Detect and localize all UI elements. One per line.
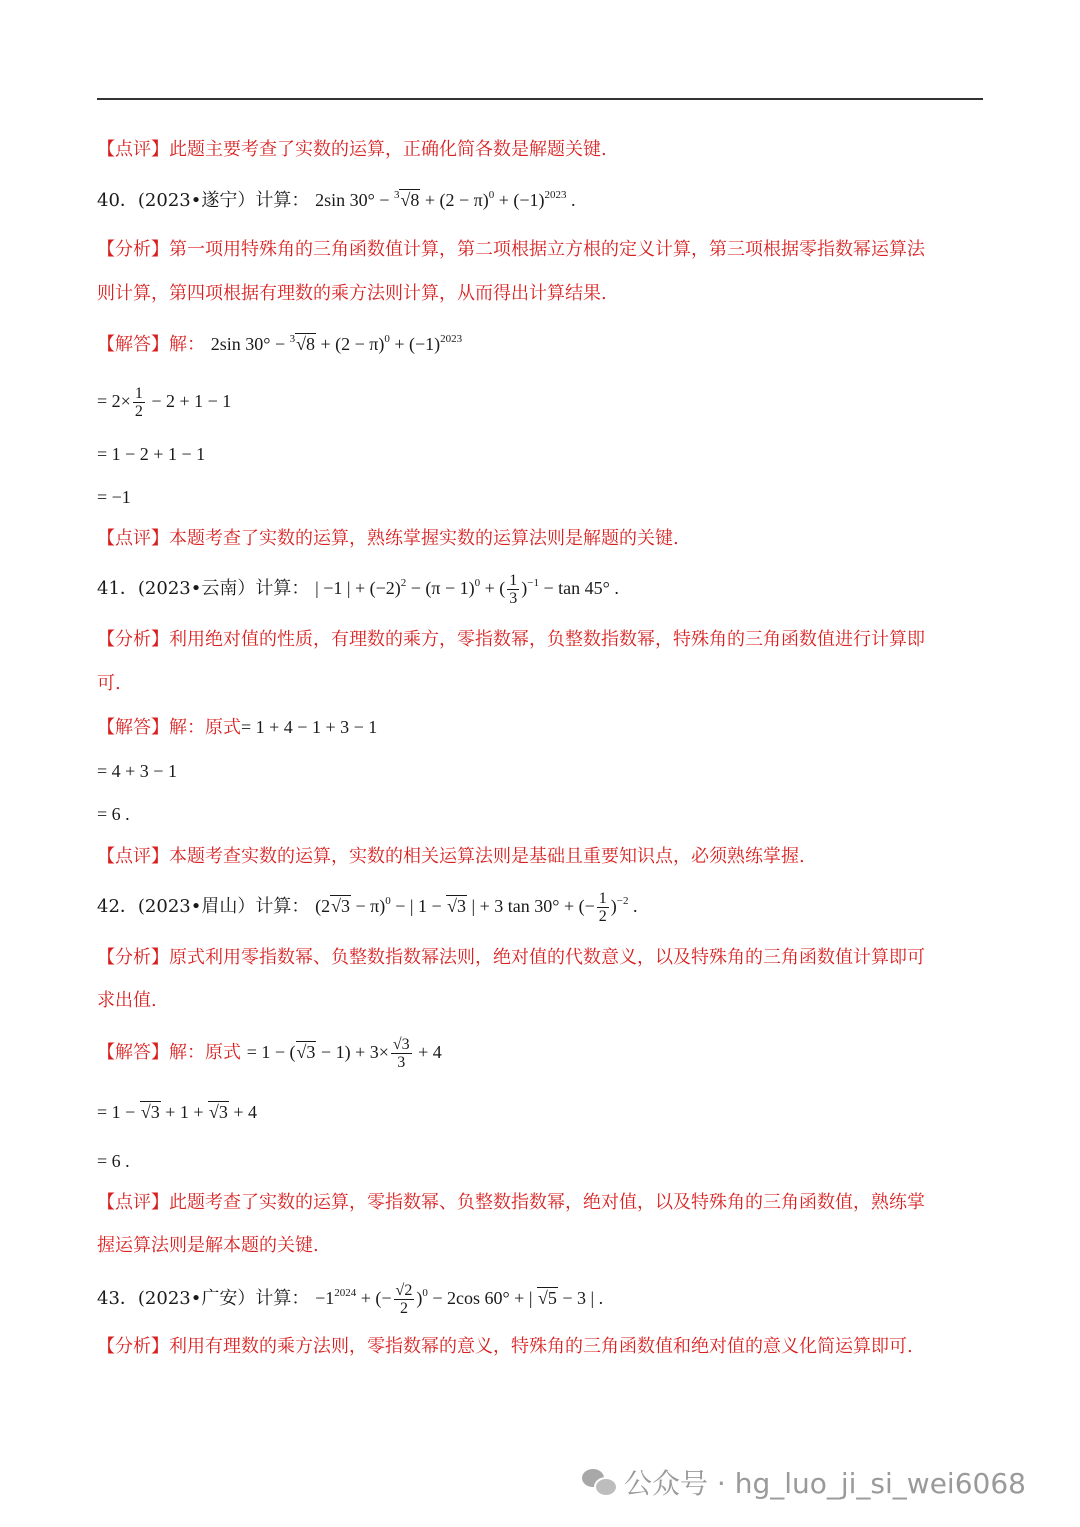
answer-40: 【解答】解： 2sin $30^\circ - ^3√8 + (2 - \pi)^0 + (-1)^{2023}$ [97,333,463,355]
review-41: 【点评】本题考查实数的运算，实数的相关运算法则是基础且重要知识点，必须熟练掌握. [97,846,805,867]
answer-40-step-3: = −1 [97,487,131,507]
answer-42-step-1: = 1 − √3 + 1 + √3 + 4 [97,1102,258,1122]
question-43-expression: $-1^{2024}$ + (− $\frac{√2}{2}$ )$^0$ − 2cos 60° + | √5 − 3 | . [315,1282,604,1318]
question-41: 41．(2023•云南）计算： | −1 | + $(-2)^2 - (\pi - 1)^0$ + ( $\frac{1}{3}$ )$^{-1}$ − tan 45° . [97,572,619,608]
answer-40-step-2: = 1 − 2 + 1 − 1 [97,444,206,464]
question-43: 43．(2023•广安）计算： $-1^{2024}$ + (− $\frac{√2}{2}$ )$^0$ − 2cos 60° + | √5 − 3 | . [97,1282,604,1318]
analysis-41: 【分析】利用绝对值的性质，有理数的乘方，零指数幂，负整数指数幂，特殊角的三角函数值进行计算即 [97,629,925,650]
wechat-icon [582,1467,616,1497]
answer-41-step-1: = 4 + 3 − 1 [97,761,177,781]
answer-42-expression: = 1 − (√3 − 1) + 3× $\frac{√3}{3}$ + 4 [246,1036,442,1072]
analysis-41-cont: 可. [97,673,121,694]
question-42-expression: $(2√3 - \pi)^0$ − | 1 − √3 | + 3 tan 30° + (− $\frac{1}{2}$ )$^{-2}$ . [315,890,638,926]
answer-40-step-1: = 2× $\frac{1}{2}$ − 2 + 1 − 1 [97,385,232,421]
analysis-43: 【分析】利用有理数的乘方法则，零指数幂的意义，特殊角的三角函数值和绝对值的意义化简运算即可. [97,1336,913,1357]
question-42: 42．(2023•眉山）计算： $(2√3 - \pi)^0$ − | 1 − √3 | + 3 tan 30° + (− $\frac{1}{2}$ )$^{-2}$ . [97,890,638,926]
review-42-cont: 握运算法则是解本题的关键. [97,1235,319,1256]
answer-40-expression: 2sin $30^\circ - ^3√8 + (2 - \pi)^0 + (-1)^{2023}$ [210,333,463,354]
review-42: 【点评】此题考查了实数的运算，零指数幂、负整数指数幂，绝对值，以及特殊角的三角函数值，熟练掌 [97,1192,925,1213]
watermark: 公众号 · hg_luo_ji_si_wei6068 [582,1462,1026,1502]
analysis-42: 【分析】原式利用零指数幂、负整数指数幂法则，绝对值的代数意义，以及特殊角的三角函数值计算即可 [97,947,925,968]
question-41-expression: | −1 | + $(-2)^2 - (\pi - 1)^0$ + ( $\frac{1}{3}$ )$^{-1}$ − tan 45° . [315,572,619,608]
answer-42: 【解答】解：原式 = 1 − (√3 − 1) + 3× $\frac{√3}{3}$ + 4 [97,1036,442,1072]
answer-41-step-2: = 6 . [97,804,130,824]
answer-42-step-2: = 6 . [97,1151,130,1171]
review-40: 【点评】本题考查了实数的运算，熟练掌握实数的运算法则是解题的关键. [97,528,679,549]
question-40: 40．(2023•遂宁）计算： 2sin $30^\circ - ^3√8 + (2 - \pi)^0 + (-1)^{2023}$ . [97,189,576,211]
analysis-40: 【分析】第一项用特殊角的三角函数值计算，第二项根据立方根的定义计算，第三项根据零指数幂运算法 [97,239,925,260]
analysis-42-cont: 求出值. [97,990,157,1011]
header-rule [97,98,983,100]
review-39: 【点评】此题主要考查了实数的运算，正确化简各数是解题关键. [97,139,607,160]
question-40-expression: 2sin $30^\circ - ^3√8 + (2 - \pi)^0 + (-1)^{2023}$ . [315,189,576,210]
answer-41: 【解答】解：原式= 1 + 4 − 1 + 3 − 1 [97,717,378,738]
analysis-40-cont: 则计算，第四项根据有理数的乘方法则计算，从而得出计算结果. [97,283,607,304]
